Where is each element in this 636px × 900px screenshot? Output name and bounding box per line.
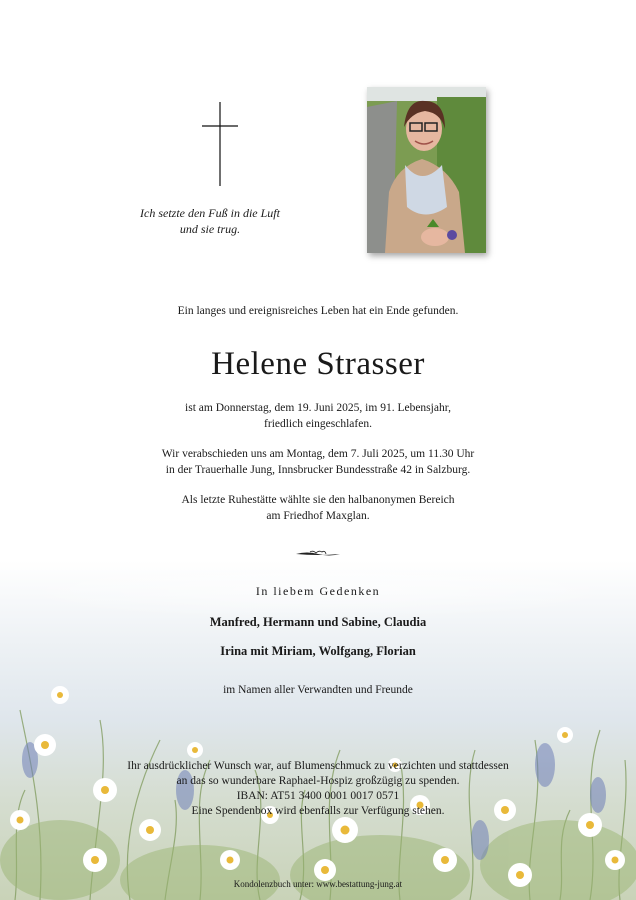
donation-line-1: Ihr ausdrücklicher Wunsch war, auf Blumenschmuck zu verzichten und stattdessen [127,760,509,772]
family-line-2: Irina mit Miriam, Wolfgang, Florian [220,644,416,658]
intro-sentence: Ein langes und ereignisreiches Leben hat ein Ende gefunden. [177,305,459,317]
portrait-image [367,87,486,253]
donation-line-2: an das so wunderbare Raphael-Hospiz großzügig zu spenden. [176,775,460,787]
farewell-line-1: Wir verabschieden uns am Montag, dem 7. Juli 2025, um 11.30 Uhr [161,448,475,460]
condolence-book-link[interactable]: Kondolenzbuch unter: www.bestattung-jung.at [233,879,403,889]
in-memory-heading: In liebem Gedenken [255,584,381,598]
motto-line-2: und sie trug. [179,222,241,236]
death-notice [0,400,636,432]
relatives-line: im Namen aller Verwandten und Freunde [223,684,413,696]
ornament-divider [296,548,340,560]
death-notice-line-2: friedlich eingeschlafen. [264,418,372,430]
donation-iban: IBAN: AT51 3400 0001 0017 0571 [236,790,400,802]
donation-line-4: Eine Spendenbox wird ebenfalls zur Verfügung stehen. [191,805,445,817]
farewell-service [0,446,636,478]
portrait-photo [367,87,486,253]
cross-icon [202,102,238,186]
farewell-line-2: in der Trauerhalle Jung, Innsbrucker Bundesstraße 42 in Salzburg. [165,464,471,476]
family-line-1: Manfred, Hermann und Sabine, Claudia [209,615,427,629]
motto-line-1: Ich setzte den Fuß in die Luft [140,206,280,220]
meadow-background-image [0,560,636,900]
resting-place [0,492,636,524]
donation-request [0,759,636,819]
resting-place-line-1: Als letzte Ruhestätte wählte sie den halbanonymen Bereich [181,494,455,506]
deceased-name: Helene Strasser [211,346,425,382]
motto-quote [120,205,300,237]
death-notice-line-1: ist am Donnerstag, dem 19. Juni 2025, im 91. Lebensjahr, [185,402,451,414]
resting-place-line-2: am Friedhof Maxglan. [266,510,370,522]
